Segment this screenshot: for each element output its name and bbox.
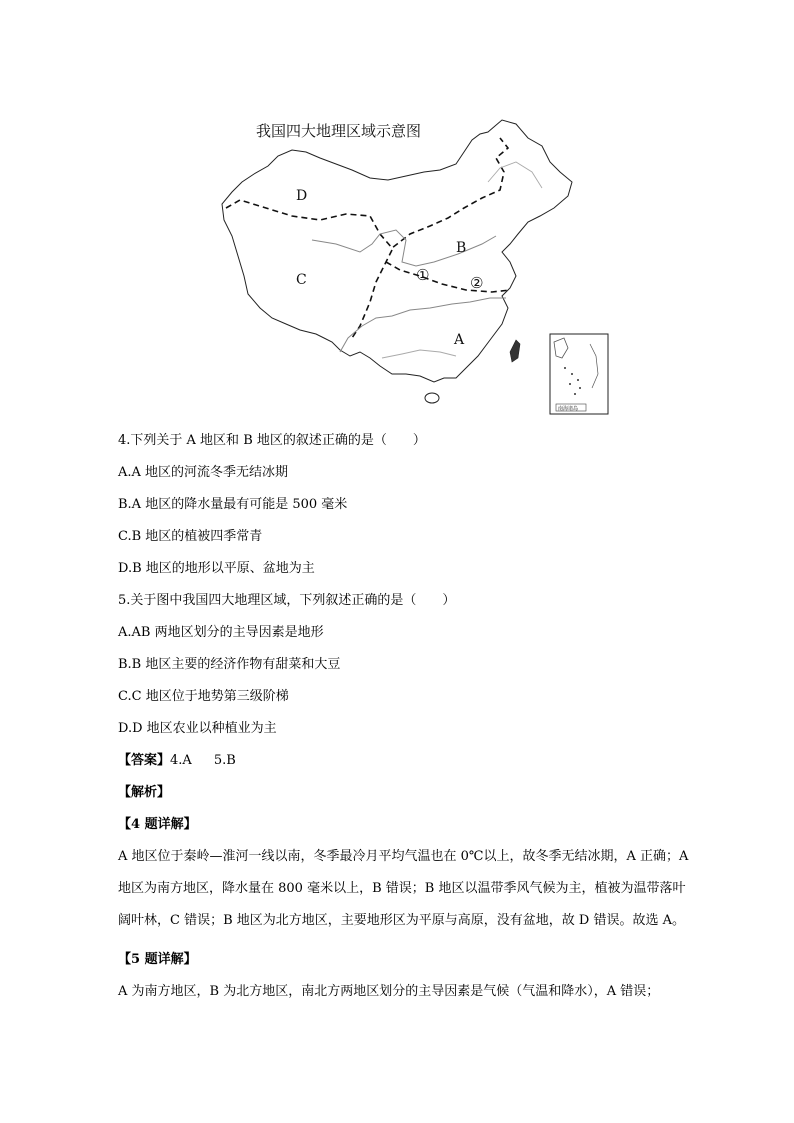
question-4-option-b: B.A 地区的降水量最有可能是 500 毫米 bbox=[118, 497, 348, 512]
question-5-option-a: A.AB 两地区划分的主导因素是地形 bbox=[118, 625, 324, 640]
region-label-c: C bbox=[296, 272, 307, 288]
boundary-d-northern bbox=[226, 138, 508, 248]
question-5-option-d: D.D 地区农业以种植业为主 bbox=[118, 721, 277, 736]
analysis-label: 【解析】 bbox=[118, 785, 171, 800]
boundary-qinling-huaihe bbox=[386, 262, 510, 292]
china-regions-map bbox=[220, 112, 620, 417]
question-4-option-c: C.B 地区的植被四季常青 bbox=[118, 529, 263, 544]
south-china-sea-inset bbox=[550, 334, 608, 414]
china-outline bbox=[222, 120, 572, 382]
answer-q5: 5.B bbox=[213, 753, 236, 768]
map-title: 我国四大地理区域示意图 bbox=[256, 122, 422, 140]
yangtze-river bbox=[340, 298, 506, 352]
detail-4-text: A 地区位于秦岭—淮河一线以南，冬季最冷月平均气温也在 0℃以上，故冬季无结冰期，A 正确；A 地区为南方地区，降水量在 800 毫米以上，B 错误；B 地区以温带季风气候为主，植被为温带落叶阔叶林，C 错误；B 地区为北方地区，主要地形区为平原与高原，没有盆地，故 D 错误。故选 A。 bbox=[118, 849, 689, 928]
marker-two: ② bbox=[470, 274, 484, 292]
heilong-boundary bbox=[488, 162, 542, 188]
region-label-b: B bbox=[456, 240, 467, 256]
question-5-option-b: B.B 地区主要的经济作物有甜菜和大豆 bbox=[118, 657, 341, 672]
detail-5-text: A 为南方地区，B 为北方地区，南北方两地区划分的主导因素是气候（气温和降水），A 错误； bbox=[118, 984, 660, 999]
hainan-island bbox=[425, 393, 439, 403]
question-4-stem: 4.下列关于 A 地区和 B 地区的叙述正确的是（ ） bbox=[118, 433, 426, 448]
yellow-river bbox=[312, 230, 496, 266]
region-label-d: D bbox=[296, 188, 308, 204]
pearl-river bbox=[382, 350, 456, 358]
answer-line bbox=[118, 752, 690, 770]
region-label-a: A bbox=[454, 332, 465, 348]
detail-4-label: 【4 题详解】 bbox=[118, 817, 197, 832]
question-4-option-d: D.B 地区的地形以平原、盆地为主 bbox=[118, 561, 315, 576]
answer-q4: 4.A bbox=[170, 753, 192, 768]
taiwan-island bbox=[510, 340, 520, 362]
question-5-option-c: C.C 地区位于地势第三级阶梯 bbox=[118, 689, 289, 704]
question-4-option-a: A.A 地区的河流冬季无结冰期 bbox=[118, 465, 289, 480]
question-5-stem: 5.关于图中我国四大地理区域，下列叙述正确的是（ ） bbox=[118, 593, 456, 608]
question-content bbox=[118, 432, 690, 1015]
boundary-c-east bbox=[352, 250, 392, 338]
marker-one: ① bbox=[416, 266, 430, 284]
detail-5-label: 【5 题详解】 bbox=[118, 952, 197, 967]
answer-label: 【答案】 bbox=[118, 753, 171, 768]
inset-label: 南海诸岛 bbox=[558, 406, 579, 412]
